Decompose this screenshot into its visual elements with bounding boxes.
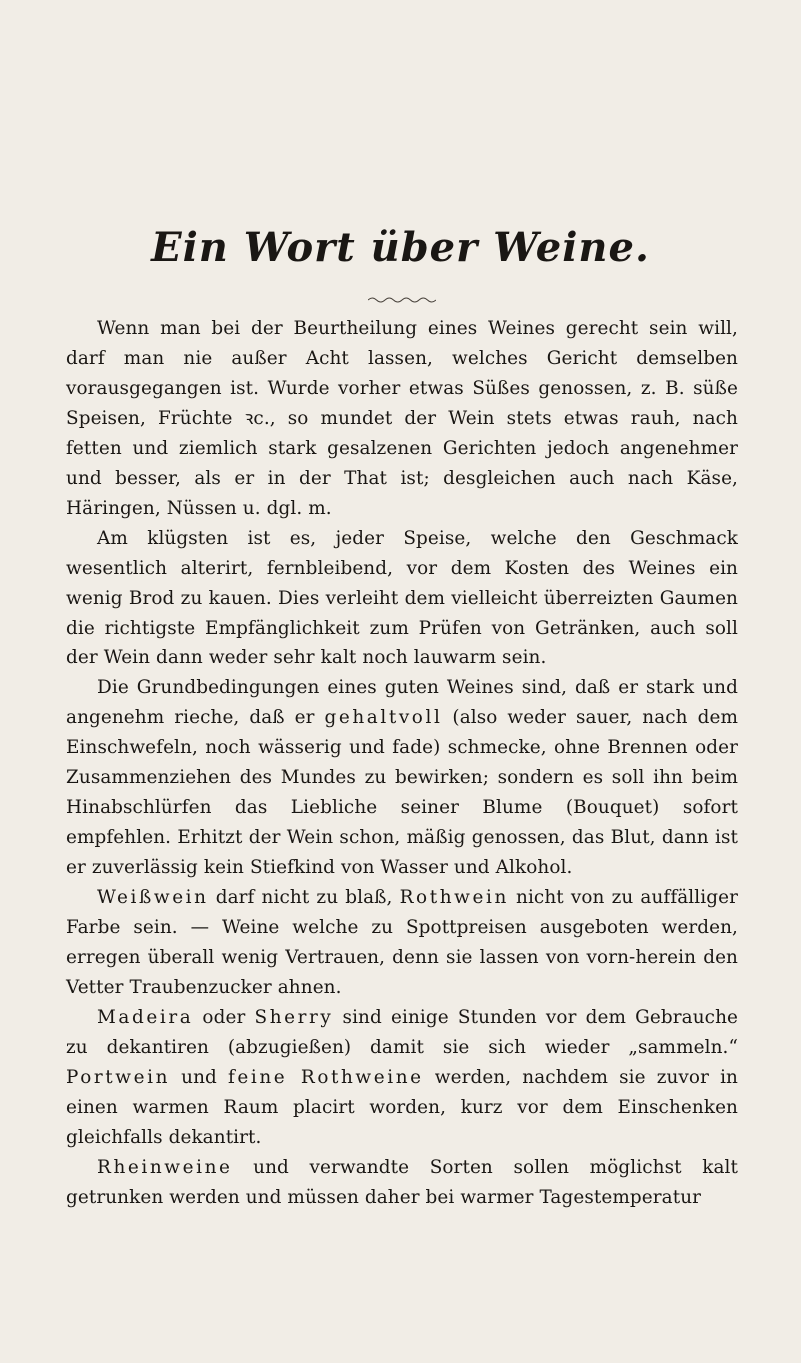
wavy-divider-ornament: [368, 296, 436, 304]
emphasized-term: Rheinweine: [97, 1156, 233, 1178]
emphasized-term: feine Rothweine: [227, 1066, 424, 1088]
paragraph-text: nicht von zu auffälliger Farbe sein. — Weine welche zu Spottpreisen ausgeboten werden, erregen überall wenig Vertrauen, denn sie lassen von vorn-herein den Vetter Traubenzucker ahnen.: [66, 887, 738, 998]
paragraph: [66, 314, 738, 524]
paragraph: [66, 1003, 738, 1153]
paragraph-text: und verwandte Sorten sollen möglichst kalt getrunken werden und müssen daher bei warmer Tagestemperatur: [66, 1156, 738, 1208]
paragraph: [66, 1153, 738, 1213]
paragraph: [66, 883, 738, 1003]
paragraph-text: Am klügsten ist es, jeder Speise, welche den Geschmack wesentlich alterirt, fernbleibend, vor dem Kosten des Weines ein wenig Brod zu kauen. Dies verleiht dem vielleicht überreizten Gaumen die richtigste Empfänglichkeit zum Prüfen von Getränken, auch soll der Wein dann weder sehr kalt noch lauwarm sein.: [66, 527, 738, 669]
paragraph: [66, 524, 738, 674]
paragraph-text: werden, nachdem sie zuvor in einen warmen Raum placirt worden, kurz vor dem Einschenken gleichfalls dekantirt.: [66, 1066, 738, 1148]
paragraph-text: Wenn man bei der Beurtheilung eines Weines gerecht sein will, darf man nie außer Acht lassen, welches Gericht demselben vorausgegangen ist. Wurde vorher etwas Süßes genossen, z. B. süße Speisen, Früchte ꝛc., so mundet der Wein stets etwas rauh, nach fetten und ziemlich stark gesalzenen Gerichten jedoch angenehmer und besser, als er in der That ist; desgleichen auch nach Käse, Häringen, Nüssen u. dgl. m.: [66, 318, 738, 519]
paragraph-text: darf nicht zu blaß,: [208, 887, 400, 909]
paragraph-text: und: [170, 1066, 228, 1088]
paragraph-text: sind einige Stunden vor dem Gebrauche zu dekantiren (abzugießen) damit sie sich wieder „sammeln.“: [66, 1006, 739, 1058]
emphasized-term: Sherry: [254, 1006, 334, 1028]
paragraph: [66, 673, 738, 883]
emphasized-term: Weißwein: [97, 887, 209, 909]
emphasized-term: Madeira: [97, 1006, 194, 1028]
page-title: Ein Wort über Weine.: [151, 224, 650, 271]
paragraph-text: Die Grundbedingungen eines guten Weines sind, daß er stark und angenehm rieche, daß er: [66, 677, 738, 729]
emphasized-term: Portwein: [66, 1066, 171, 1088]
article-body: [66, 314, 738, 1213]
emphasized-term: Rothwein: [399, 887, 509, 909]
paragraph-text: oder: [193, 1006, 255, 1028]
paragraph-text: (also weder sauer, nach dem Einschwefeln, noch wässerig und fade) schmecke, ohne Brennen oder Zusammenziehen des Mundes zu bewirken; sondern es soll ihn beim Hinabschlürfen das Liebliche seiner Blume (Bouquet) sofort empfehlen. Erhitzt der Wein schon, mäßig genossen, das Blut, dann ist er zuverlässig kein Stiefkind von Wasser und Alkohol.: [66, 707, 738, 879]
emphasized-term: gehaltvoll: [324, 707, 443, 729]
